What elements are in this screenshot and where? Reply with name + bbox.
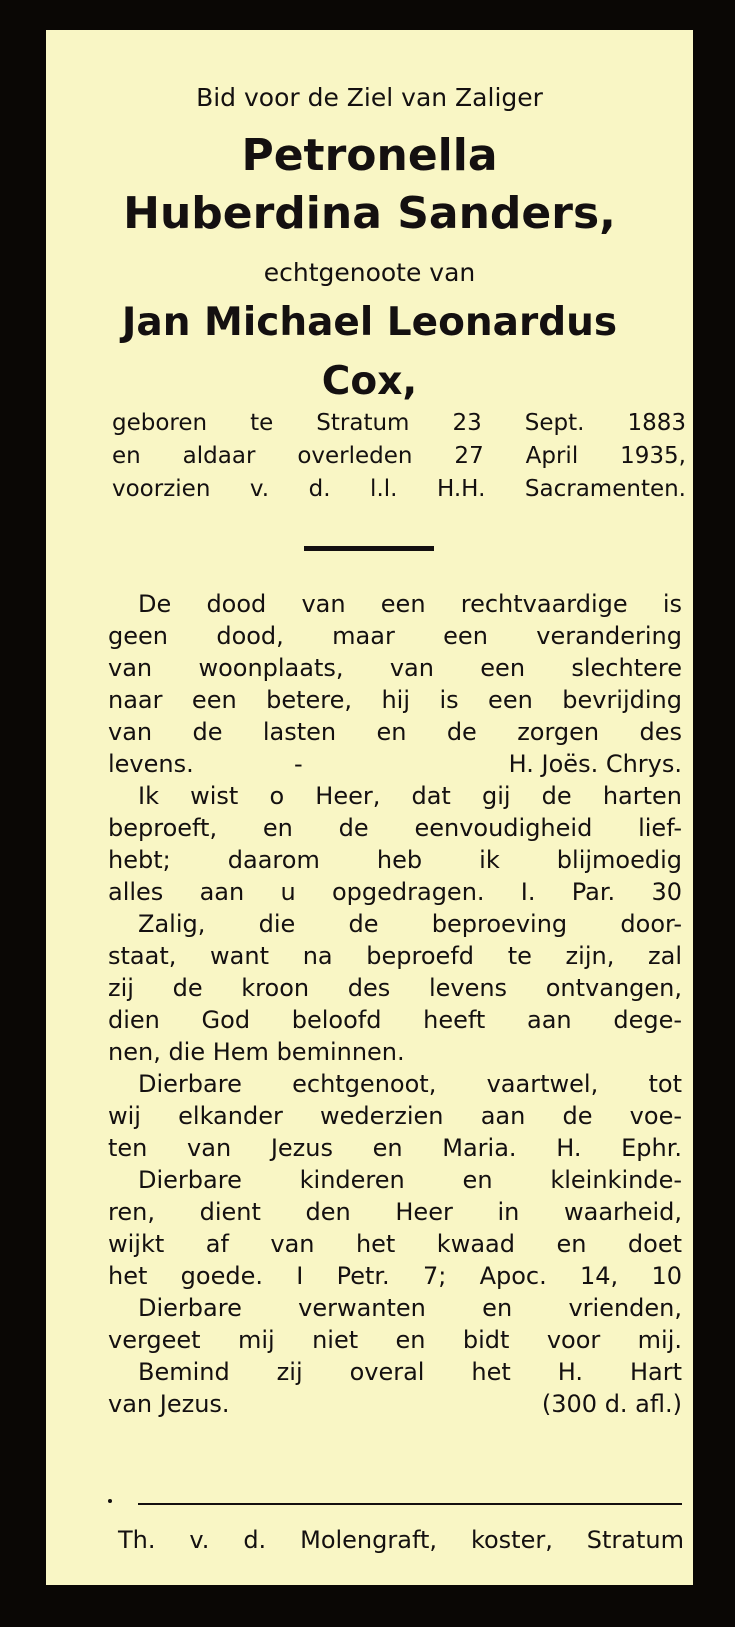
body-line-7: Ik wist o Heer, dat gij de harten — [138, 782, 682, 810]
body-line-22: het goede. I Petr. 7; Apoc. 14, 10 — [108, 1262, 682, 1290]
death-line: en aldaar overleden 27 April 1935, — [112, 443, 686, 469]
memorial-card — [46, 30, 693, 1585]
body-line-16: Dierbare echtgenoot, vaartwel, tot — [138, 1070, 682, 1098]
short-divider — [304, 546, 434, 551]
body-line-9: hebt; daarom heb ik blijmoedig — [108, 846, 682, 874]
intro-text: Bid voor de Ziel van Zaliger — [196, 83, 543, 112]
body-line-6-dash: - — [294, 750, 303, 778]
body-line-21: wijkt af van het kwaad en doet — [108, 1230, 682, 1258]
body-line-5: van de lasten en de zorgen des — [108, 718, 682, 746]
long-divider — [138, 1503, 682, 1505]
spouse-name-line2: Cox, — [321, 359, 418, 404]
body-line-2: geen dood, maar een verandering — [108, 622, 682, 650]
body-line-3: van woonplaats, van een slechtere — [108, 654, 682, 682]
body-line-18: ten van Jezus en Maria. H. Ephr. — [108, 1134, 682, 1162]
body-line-20: ren, dient den Heer in waarheid, — [108, 1198, 682, 1226]
spouse-name-line1: Jan Michael Leonardus — [121, 300, 618, 345]
body-line-12: staat, want na beproefd te zijn, zal — [108, 942, 682, 970]
sacraments-line: voorzien v. d. l.l. H.H. Sacramenten. — [112, 476, 686, 502]
indulgence-note: (300 d. afl.) — [541, 1390, 682, 1418]
body-line-26-left: van Jezus. — [108, 1390, 230, 1418]
deceased-name-line2: Huberdina Sanders, — [123, 188, 616, 239]
body-line-14: dien God beloofd heeft aan dege- — [108, 1006, 682, 1034]
body-line-13: zij de kroon des levens ontvangen, — [108, 974, 682, 1002]
body-line-10: alles aan u opgedragen. I. Par. 30 — [108, 878, 682, 906]
body-line-1: De dood van een rechtvaardige is — [138, 590, 682, 618]
body-line-11: Zalig, die de beproeving door- — [138, 910, 682, 938]
body-line-19: Dierbare kinderen en kleinkinde- — [138, 1166, 682, 1194]
quote-source-chrys: H. Joës. Chrys. — [508, 750, 682, 778]
body-line-23: Dierbare verwanten en vrienden, — [138, 1294, 682, 1322]
body-line-24: vergeet mij niet en bidt voor mij. — [108, 1326, 682, 1354]
spouse-intro: echtgenoote van — [263, 258, 476, 287]
body-line-15: nen, die Hem beminnen. — [108, 1038, 405, 1066]
body-line-8: beproeft, en de eenvoudigheid lief- — [108, 814, 682, 842]
body-line-4: naar een betere, hij is een bevrijding — [108, 686, 682, 714]
body-line-25: Bemind zij overal het H. Hart — [138, 1358, 682, 1386]
divider-dot — [108, 1499, 112, 1503]
deceased-name-line1: Petronella — [241, 130, 498, 181]
printer-credit: Th. v. d. Molengraft, koster, Stratum — [118, 1526, 684, 1554]
birth-line: geboren te Stratum 23 Sept. 1883 — [112, 410, 686, 436]
body-line-17: wij elkander wederzien aan de voe- — [108, 1102, 682, 1130]
body-line-6-left: levens. — [108, 750, 194, 778]
